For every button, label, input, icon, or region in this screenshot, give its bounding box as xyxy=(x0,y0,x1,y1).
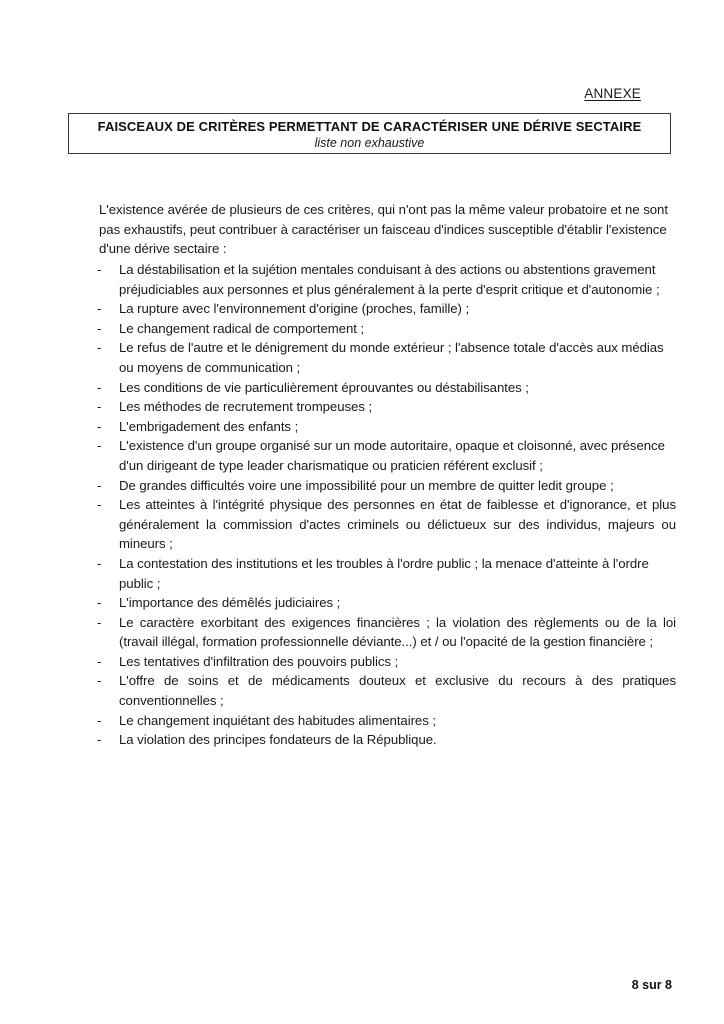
page-number: 8 sur 8 xyxy=(631,978,672,992)
criteria-text: L'embrigadement des enfants ; xyxy=(119,418,299,434)
document-subtitle: liste non exhaustive xyxy=(314,136,425,150)
criteria-item xyxy=(0,319,676,339)
criteria-item xyxy=(0,711,676,731)
criteria-text: L'offre de soins et de médicaments douteux et exclusive du recours à des pratiques conventionnelles ; xyxy=(119,673,676,709)
dash-bullet: - xyxy=(97,555,102,571)
criteria-item xyxy=(0,417,676,437)
title-box xyxy=(68,113,671,154)
criteria-item xyxy=(0,299,676,319)
criteria-text: La contestation des institutions et les troubles à l'ordre public ; la menace d'atteinte à l'ordre public ; xyxy=(119,555,649,591)
criteria-text: Le changement radical de comportement ; xyxy=(119,320,365,336)
dash-bullet: - xyxy=(97,262,102,277)
dash-bullet: - xyxy=(97,497,102,513)
dash-bullet: - xyxy=(97,673,102,689)
dash-bullet: - xyxy=(97,438,102,454)
criteria-text: L'importance des démêlés judiciaires ; xyxy=(119,595,341,611)
criteria-text: Les tentatives d'infiltration des pouvoirs publics ; xyxy=(119,653,399,669)
dash-bullet: - xyxy=(97,320,102,336)
dash-bullet: - xyxy=(97,379,102,395)
criteria-text: Le refus de l'autre et le dénigrement du monde extérieur ; l'absence totale d'accès aux médias ou moyens de communication ; xyxy=(119,340,664,375)
criteria-item xyxy=(0,476,676,496)
criteria-item xyxy=(0,613,676,652)
dash-bullet: - xyxy=(97,340,102,356)
criteria-text: Le caractère exorbitant des exigences financières ; la violation des règlements ou de la loi (travail illégal, formation professionnelle déviante...) et / ou l'opacité de la gestion financière ; xyxy=(119,614,676,650)
dash-bullet: - xyxy=(97,614,102,630)
criteria-item xyxy=(0,593,676,613)
dash-bullet: - xyxy=(97,399,102,415)
criteria-text: Les conditions de vie particulièrement éprouvantes ou déstabilisantes ; xyxy=(119,379,529,395)
dash-bullet: - xyxy=(97,732,102,748)
dash-bullet: - xyxy=(97,418,102,434)
criteria-item xyxy=(0,554,676,593)
criteria-text: La violation des principes fondateurs de la République. xyxy=(119,732,437,748)
criteria-item xyxy=(0,260,676,299)
criteria-text: L'existence d'un groupe organisé sur un mode autoritaire, opaque et cloisonné, avec présence d'un dirigeant de type leader charismatique ou praticien référent exclusif ; xyxy=(119,438,665,473)
criteria-item xyxy=(0,397,676,417)
criteria-text: La déstabilisation et la sujétion mentales conduisant à des actions ou abstentions gravement préjudiciables aux personnes et plus généralement à la perte d'esprit critique et d'autonomie ; xyxy=(119,262,660,297)
dash-bullet: - xyxy=(97,595,102,611)
dash-bullet: - xyxy=(97,653,102,669)
criteria-item xyxy=(0,436,676,475)
criteria-item xyxy=(0,730,676,750)
criteria-text: Les atteintes à l'intégrité physique des personnes en état de faiblesse et d'ignorance, et plus généralement la commission d'actes criminels ou délictueux sur des individus, majeurs ou mineurs ; xyxy=(119,497,676,552)
dash-bullet: - xyxy=(97,712,102,728)
criteria-text: La rupture avec l'environnement d'origine (proches, famille) ; xyxy=(119,301,470,317)
criteria-item xyxy=(0,495,676,554)
criteria-text: De grandes difficultés voire une impossibilité pour un membre de quitter ledit groupe ; xyxy=(119,477,614,493)
dash-bullet: - xyxy=(97,477,102,493)
criteria-text: Les méthodes de recrutement trompeuses ; xyxy=(119,399,373,415)
intro-paragraph: L'existence avérée de plusieurs de ces critères, qui n'ont pas la même valeur probatoire et ne sont pas exhaustifs, peut contribuer à caractériser un faisceau d'indices susceptible d'établir l'existence d'une dérive sectaire : xyxy=(99,202,668,257)
criteria-item xyxy=(0,338,676,377)
document-title: FAISCEAUX DE CRITÈRES PERMETTANT DE CARACTÉRISER UNE DÉRIVE SECTAIRE xyxy=(97,119,642,134)
criteria-list xyxy=(0,260,724,750)
criteria-text: Le changement inquiétant des habitudes alimentaires ; xyxy=(119,712,436,728)
dash-bullet: - xyxy=(97,301,102,317)
criteria-item xyxy=(0,671,676,710)
criteria-item xyxy=(0,652,676,672)
criteria-item xyxy=(0,378,676,398)
annexe-label: ANNEXE xyxy=(584,86,641,101)
